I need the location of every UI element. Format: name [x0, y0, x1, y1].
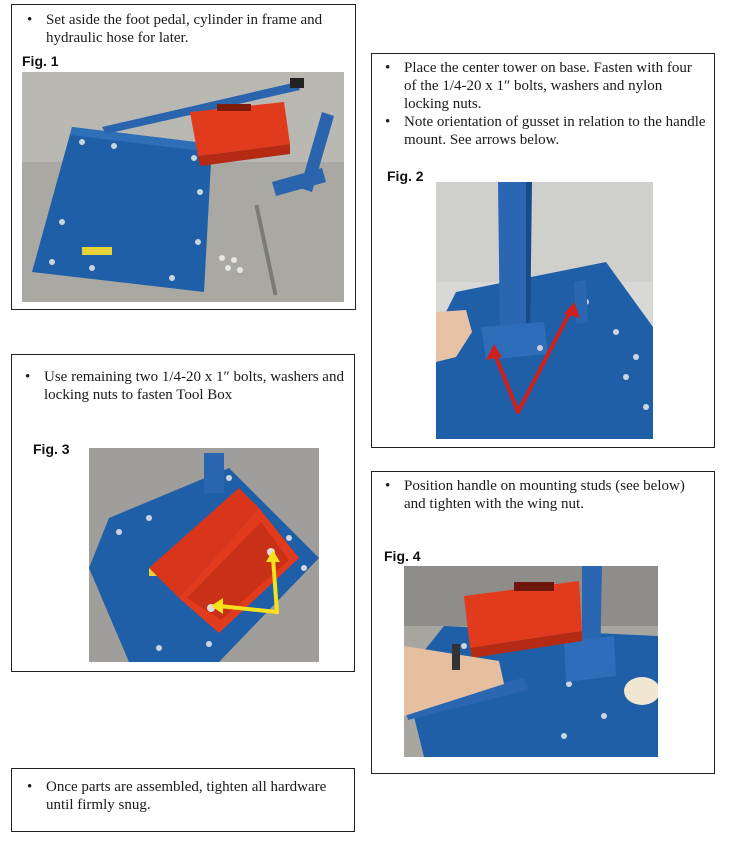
- instruction-list: [16, 368, 346, 404]
- instruction-list: [18, 778, 343, 814]
- figure-label: Fig. 4: [384, 548, 421, 564]
- figure-2-photo: [436, 182, 653, 439]
- instruction-text: • Once parts are assembled, tighten all hardware until firmly snug.: [18, 778, 343, 814]
- instruction-list: [18, 11, 343, 47]
- instruction-box-2: [371, 53, 715, 448]
- instruction-list: [376, 59, 706, 149]
- instruction-box-1: [11, 4, 356, 310]
- figure-3-photo: [89, 448, 319, 662]
- instruction-text: • Place the center tower on base. Fasten with four of the 1/4-20 x 1″ bolts, washers and nylon locking nuts.: [376, 59, 706, 113]
- figure-label: Fig. 2: [387, 168, 424, 184]
- instruction-box-5: [11, 768, 355, 832]
- figure-1-photo: [22, 72, 344, 302]
- instruction-text: • Note orientation of gusset in relation to the handle mount. See arrows below.: [376, 113, 706, 149]
- instruction-text: • Position handle on mounting studs (see below) and tighten with the wing nut.: [376, 477, 706, 513]
- instruction-text: • Set aside the foot pedal, cylinder in frame and hydraulic hose for later.: [18, 11, 343, 47]
- figure-label: Fig. 1: [22, 53, 59, 69]
- instruction-text: • Use remaining two 1/4-20 x 1″ bolts, washers and locking nuts to fasten Tool Box: [16, 368, 346, 404]
- figure-4-photo: [404, 566, 658, 757]
- instruction-box-3: [11, 354, 355, 672]
- figure-label: Fig. 3: [33, 441, 70, 457]
- instruction-box-4: [371, 471, 715, 774]
- instruction-list: [376, 477, 706, 513]
